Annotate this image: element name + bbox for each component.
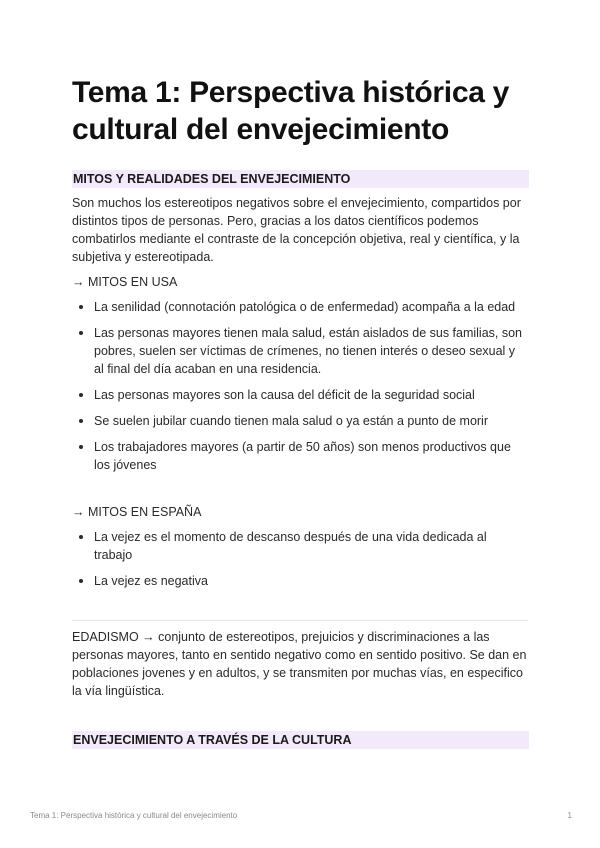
divider (72, 620, 528, 621)
usa-myths-list (72, 298, 528, 474)
edadismo-paragraph: EDADISMO → conjunto de estereotipos, prejuicios y discriminaciones a las personas mayores, tanto en sentido negativo como en sentido positivo. Se dan en poblaciones jovenes y en adultos, y se transmiten por muchas vías, en especifico la vía lingüística. (72, 630, 527, 698)
list-item: Se suelen jubilar cuando tienen mala salud o ya están a punto de morir (72, 412, 528, 430)
mitos-usa-label: → MITOS EN USA (72, 275, 178, 289)
list-item: La vejez es el momento de descanso después de una vida dedicada al trabajo (72, 528, 528, 564)
list-item: La senilidad (connotación patológica o de enfermedad) acompaña a la edad (72, 298, 528, 316)
mitos-espana-label: → MITOS EN ESPAÑA (72, 505, 202, 519)
list-item: La vejez es negativa (72, 572, 528, 590)
list-item: Las personas mayores son la causa del déficit de la seguridad social (72, 386, 528, 404)
list-item: Los trabajadores mayores (a partir de 50 años) son menos productivos que los jóvenes (72, 438, 528, 474)
footer-doc-title: Tema 1: Perspectiva histórica y cultural del envejecimiento (30, 811, 238, 820)
footer-page-number: 1 (567, 811, 572, 820)
page-title: Tema 1: Perspectiva histórica y cultural del envejecimiento (72, 76, 510, 146)
section-heading-cultura: ENVEJECIMIENTO A TRAVÉS DE LA CULTURA (72, 731, 529, 749)
intro-paragraph: Son muchos los estereotipos negativos sobre el envejecimiento, compartidos por distintos tipos de personas. Pero, gracias a los datos científicos podemos combatirlos mediante el contraste de la concepción objetiva, real y científica, y la subjetiva y estereotipada. (72, 196, 521, 264)
section-heading-mitos: MITOS Y REALIDADES DEL ENVEJECIMIENTO (72, 170, 529, 188)
list-item: Las personas mayores tienen mala salud, están aislados de sus familias, son pobres, suelen ser víctimas de crímenes, no tienen interés o deseo sexual y al final del día acaban en una residencia. (72, 324, 528, 378)
spain-myths-list (72, 528, 528, 590)
